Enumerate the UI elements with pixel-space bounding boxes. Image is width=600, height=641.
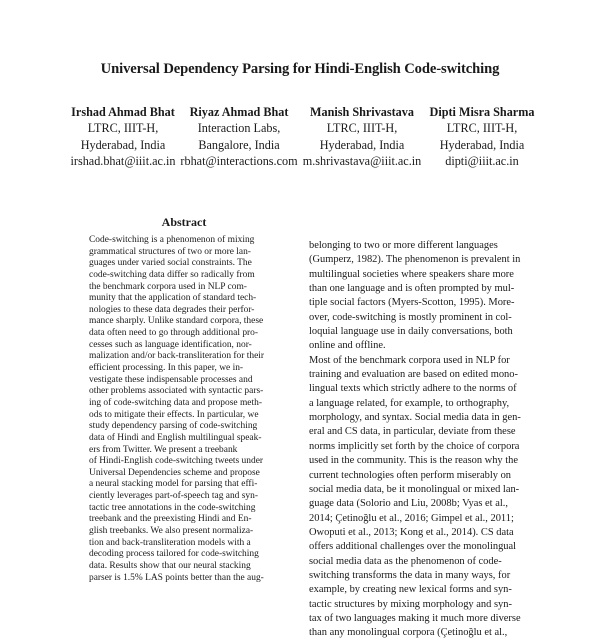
introduction-text xyxy=(309,239,534,641)
author-affiliation: LTRC, IIIT-H, xyxy=(446,121,518,136)
body-line: than any monolingual corpora (Çetinoğlu et al., xyxy=(309,627,508,639)
body-line: belonging to two or more different languages xyxy=(309,240,498,251)
abstract-line: nologies to these data degrades their perfor- xyxy=(89,304,255,315)
body-line: over, code-switching is mostly prominent in col- xyxy=(309,311,512,323)
author-block xyxy=(422,104,542,169)
body-line: multilingual societies where speakers share more xyxy=(309,268,514,280)
author-affiliation: LTRC, IIIT-H, xyxy=(87,121,159,136)
abstract-heading: Abstract xyxy=(161,215,207,229)
body-line: tax of two languages making it much more diverse xyxy=(309,612,521,624)
abstract-line: ods to mitigate their effects. In particular, we xyxy=(89,409,259,420)
body-line: Most of the benchmark corpora used in NLP for xyxy=(309,354,510,366)
abstract-line: data often need to go through additional pro- xyxy=(89,328,259,339)
abstract-line: munity that the application of standard tech- xyxy=(89,293,257,304)
author-affiliation: LTRC, IIIT-H, xyxy=(326,121,398,136)
body-line: lingual texts which strictly adhere to the norms of xyxy=(309,383,517,395)
abstract-line: Code-switching is a phenomenon of mixing xyxy=(89,235,255,245)
author-email: irshad.bhat@iiit.ac.in xyxy=(70,153,176,168)
body-line: loquial language use in daily conversations, both xyxy=(309,326,513,338)
abstract-line: decoding process tailored for code-switching xyxy=(89,549,259,560)
abstract-line: other problems associated with syntactic pars- xyxy=(89,386,264,397)
abstract-line: tactic tree annotations in the code-switching xyxy=(89,502,256,513)
body-line: norms implicitly set forth by the choice of corpora xyxy=(309,440,520,452)
body-line: used in the community. This is the reason why the xyxy=(309,455,519,467)
abstract-line: ing of code-switching data and propose meth- xyxy=(89,397,262,408)
body-line: than one language and is often prompted by mul- xyxy=(309,283,515,295)
body-line: morphology, and syntax. Social media data in gen- xyxy=(309,412,521,424)
body-line: tiple social factors (Myers-Scotton, 1995). More- xyxy=(309,297,515,309)
abstract-text xyxy=(89,235,279,584)
body-line: guage data (Solorio and Liu, 2008b; Vyas et al., xyxy=(309,498,508,510)
abstract-line: vestigate these indispensable processes and xyxy=(89,374,253,385)
author-block xyxy=(179,104,299,169)
abstract-line: treebank and the preexisting Hindi and En- xyxy=(89,514,252,525)
body-line: current technologies often perform miserably on xyxy=(309,469,512,481)
body-line: social media data, be it monolingual or mixed lan- xyxy=(309,483,520,495)
abstract-line: code-switching data differ so radically from xyxy=(89,269,255,280)
abstract-line: parser is 1.5% LAS points better than the aug- xyxy=(89,572,264,583)
author-location: Hyderabad, India xyxy=(80,137,166,152)
author-block xyxy=(302,104,422,169)
author-email: rbhat@interactions.com xyxy=(180,153,298,168)
abstract-line: a neural stacking model for parsing that effi- xyxy=(89,479,258,490)
paper-title: Universal Dependency Parsing for Hindi-English Code-switching xyxy=(100,61,500,77)
abstract-line: data of Hindi and English multilingual speak- xyxy=(89,432,262,443)
author-name: Irshad Ahmad Bhat xyxy=(71,105,175,119)
abstract-line: the benchmark corpora used in NLP com- xyxy=(89,281,247,292)
abstract-line: guages under varied social constraints. The xyxy=(89,258,252,269)
body-line: training and evaluation are based on edited mono- xyxy=(309,369,518,381)
body-line: tactic structures by mixing morphology and syn- xyxy=(309,598,512,610)
author-location: Hyderabad, India xyxy=(439,137,525,152)
author-location: Bangalore, India xyxy=(198,137,280,152)
abstract-line: tion and back-transliteration models with a xyxy=(89,537,251,548)
abstract-line: data. Results show that our neural stacking xyxy=(89,560,251,571)
body-line: eral and CS data, in particular, deviate from these xyxy=(309,426,516,438)
author-email: m.shrivastava@iiit.ac.in xyxy=(302,153,422,168)
abstract-line: cesses such as language identification, nor- xyxy=(89,339,252,350)
body-line: a language related, for example, to orthography, xyxy=(309,397,510,409)
body-line: switching transforms the data in many ways, for xyxy=(309,569,511,581)
body-line: 2014; Çetinoğlu et al., 2016; Gimpel et al., 2011; xyxy=(309,512,514,524)
abstract-line: efficient processing. In this paper, we in- xyxy=(89,363,244,374)
body-line: offers additional challenges over the monolingual xyxy=(309,541,517,553)
author-affiliation: Interaction Labs, xyxy=(197,121,281,136)
body-line: online and offline. xyxy=(309,340,386,352)
author-name: Riyaz Ahmad Bhat xyxy=(189,105,289,119)
abstract-line: glish treebanks. We also present normaliza- xyxy=(89,526,254,537)
abstract-line: study dependency parsing of code-switching xyxy=(89,421,258,432)
author-email: dipti@iiit.ac.in xyxy=(445,153,519,168)
body-line: Owoputi et al., 2013; Kong et al., 2014). CS data xyxy=(309,526,514,538)
abstract-line: of Hindi-English code-switching tweets under xyxy=(89,456,264,467)
body-line: (Gumperz, 1982). The phenomenon is prevalent in xyxy=(309,254,521,266)
abstract-line: Universal Dependencies scheme and propose xyxy=(89,467,260,478)
abstract-line: grammatical structures of two or more lan- xyxy=(89,246,251,257)
body-line: example, by creating new lexical forms and syn- xyxy=(309,584,512,596)
abstract-line: ciently leverages part-of-speech tag and syn- xyxy=(89,491,259,502)
author-name: Dipti Misra Sharma xyxy=(429,105,535,119)
author-name: Manish Shrivastava xyxy=(310,105,414,119)
abstract-line: mance sharply. Unlike standard corpora, these xyxy=(89,316,264,327)
body-line: social media data as the phenomenon of code- xyxy=(309,555,502,567)
author-location: Hyderabad, India xyxy=(319,137,405,152)
abstract-line: ers from Twitter. We present a treebank xyxy=(89,444,238,455)
author-block xyxy=(63,104,183,169)
abstract-line: malization and/or back-transliteration for their xyxy=(89,351,265,362)
